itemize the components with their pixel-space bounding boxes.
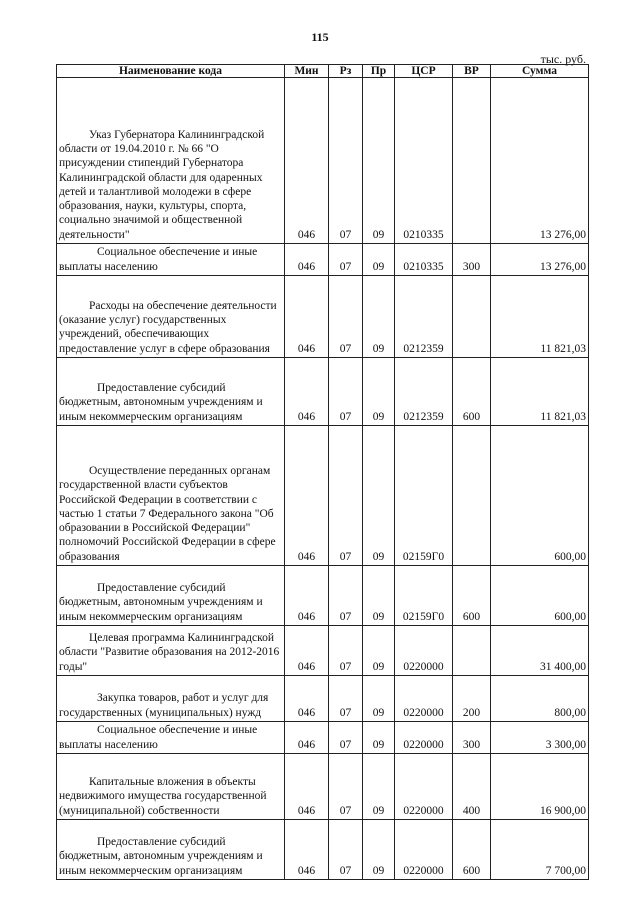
row-csr: 0220000	[395, 626, 453, 676]
row-csr: 0220000	[395, 820, 453, 880]
header-rz: Рз	[329, 65, 363, 78]
header-pr: Пр	[363, 65, 395, 78]
row-rz: 07	[329, 754, 363, 820]
row-min: 046	[285, 820, 329, 880]
table-row	[57, 276, 589, 358]
row-name: Осуществление переданных органам государственной власти субъектов Российской Федерации в соответствии с частью 1 статьи 7 Федерального закона "Об образовании в Российской Федерации" полномочий Российской Федерации в сфере образования	[57, 426, 285, 566]
row-rz: 07	[329, 566, 363, 626]
row-vr: 300	[453, 244, 491, 276]
row-pr: 09	[363, 820, 395, 880]
row-vr	[453, 276, 491, 358]
row-pr: 09	[363, 358, 395, 426]
row-sum: 600,00	[491, 426, 589, 566]
row-name: Предоставление субсидий бюджетным, автономным учреждениям и иным некоммерческим организациям	[57, 566, 285, 626]
row-csr: 0212359	[395, 276, 453, 358]
table-row	[57, 566, 589, 626]
row-sum: 600,00	[491, 566, 589, 626]
row-rz: 07	[329, 276, 363, 358]
row-min: 046	[285, 358, 329, 426]
row-rz: 07	[329, 722, 363, 754]
row-min: 046	[285, 78, 329, 244]
row-sum: 800,00	[491, 676, 589, 722]
row-name: Социальное обеспечение и иные выплаты населению	[57, 722, 285, 754]
row-pr: 09	[363, 626, 395, 676]
row-name: Закупка товаров, работ и услуг для государственных (муниципальных) нужд	[57, 676, 285, 722]
row-csr: 0210335	[395, 244, 453, 276]
row-csr: 0210335	[395, 78, 453, 244]
row-sum: 13 276,00	[491, 78, 589, 244]
row-name: Целевая программа Калининградской области "Развитие образования на 2012-2016 годы"	[57, 626, 285, 676]
row-name: Расходы на обеспечение деятельности (оказание услуг) государственных учреждений, обеспечивающих предоставление услуг в сфере образования	[57, 276, 285, 358]
row-vr: 400	[453, 754, 491, 820]
row-rz: 07	[329, 820, 363, 880]
header-min: Мин	[285, 65, 329, 78]
row-min: 046	[285, 244, 329, 276]
row-sum: 16 900,00	[491, 754, 589, 820]
table-row	[57, 626, 589, 676]
row-pr: 09	[363, 426, 395, 566]
units-label: тыс. руб.	[540, 52, 586, 66]
row-name: Социальное обеспечение и иные выплаты населению	[57, 244, 285, 276]
row-vr	[453, 426, 491, 566]
budget-table	[56, 64, 589, 880]
page-number: 115	[311, 30, 329, 44]
row-rz: 07	[329, 626, 363, 676]
row-pr: 09	[363, 754, 395, 820]
row-pr: 09	[363, 244, 395, 276]
header-vr: ВР	[453, 65, 491, 78]
row-vr	[453, 78, 491, 244]
table-row	[57, 754, 589, 820]
row-sum: 11 821,03	[491, 276, 589, 358]
header-sum: Сумма	[491, 65, 589, 78]
row-name: Указ Губернатора Калининградской области от 19.04.2010 г. № 66 "О присуждении стипендий Губернатора Калининградской области для одаренных детей и талантливой молодежи в сфере образования, науки, культуры, спорта, социально значимой и общественной деятельности"	[57, 78, 285, 244]
row-vr: 600	[453, 566, 491, 626]
header-csr: ЦСР	[395, 65, 453, 78]
row-vr: 600	[453, 820, 491, 880]
table-row	[57, 722, 589, 754]
row-name: Предоставление субсидий бюджетным, автономным учреждениям и иным некоммерческим организациям	[57, 820, 285, 880]
row-sum: 11 821,03	[491, 358, 589, 426]
row-rz: 07	[329, 358, 363, 426]
row-min: 046	[285, 754, 329, 820]
row-rz: 07	[329, 78, 363, 244]
row-min: 046	[285, 676, 329, 722]
row-vr: 600	[453, 358, 491, 426]
row-pr: 09	[363, 78, 395, 244]
row-pr: 09	[363, 566, 395, 626]
row-csr: 02159Г0	[395, 426, 453, 566]
table-row	[57, 78, 589, 244]
row-min: 046	[285, 722, 329, 754]
table-row	[57, 358, 589, 426]
row-csr: 0220000	[395, 722, 453, 754]
row-rz: 07	[329, 426, 363, 566]
row-csr: 0212359	[395, 358, 453, 426]
row-vr: 200	[453, 676, 491, 722]
row-pr: 09	[363, 276, 395, 358]
row-min: 046	[285, 426, 329, 566]
row-sum: 13 276,00	[491, 244, 589, 276]
row-vr	[453, 626, 491, 676]
row-min: 046	[285, 626, 329, 676]
row-sum: 31 400,00	[491, 626, 589, 676]
row-sum: 7 700,00	[491, 820, 589, 880]
table-row	[57, 820, 589, 880]
header-name: Наименование кода	[57, 65, 285, 78]
table-row	[57, 676, 589, 722]
row-name: Капитальные вложения в объекты недвижимого имущества государственной (муниципальной) собственности	[57, 754, 285, 820]
row-vr: 300	[453, 722, 491, 754]
table-row	[57, 426, 589, 566]
row-name: Предоставление субсидий бюджетным, автономным учреждениям и иным некоммерческим организациям	[57, 358, 285, 426]
row-csr: 02159Г0	[395, 566, 453, 626]
row-sum: 3 300,00	[491, 722, 589, 754]
row-rz: 07	[329, 244, 363, 276]
row-min: 046	[285, 566, 329, 626]
table-row	[57, 244, 589, 276]
row-csr: 0220000	[395, 754, 453, 820]
table-header-row	[57, 65, 589, 78]
row-csr: 0220000	[395, 676, 453, 722]
row-min: 046	[285, 276, 329, 358]
row-pr: 09	[363, 722, 395, 754]
row-rz: 07	[329, 676, 363, 722]
row-pr: 09	[363, 676, 395, 722]
